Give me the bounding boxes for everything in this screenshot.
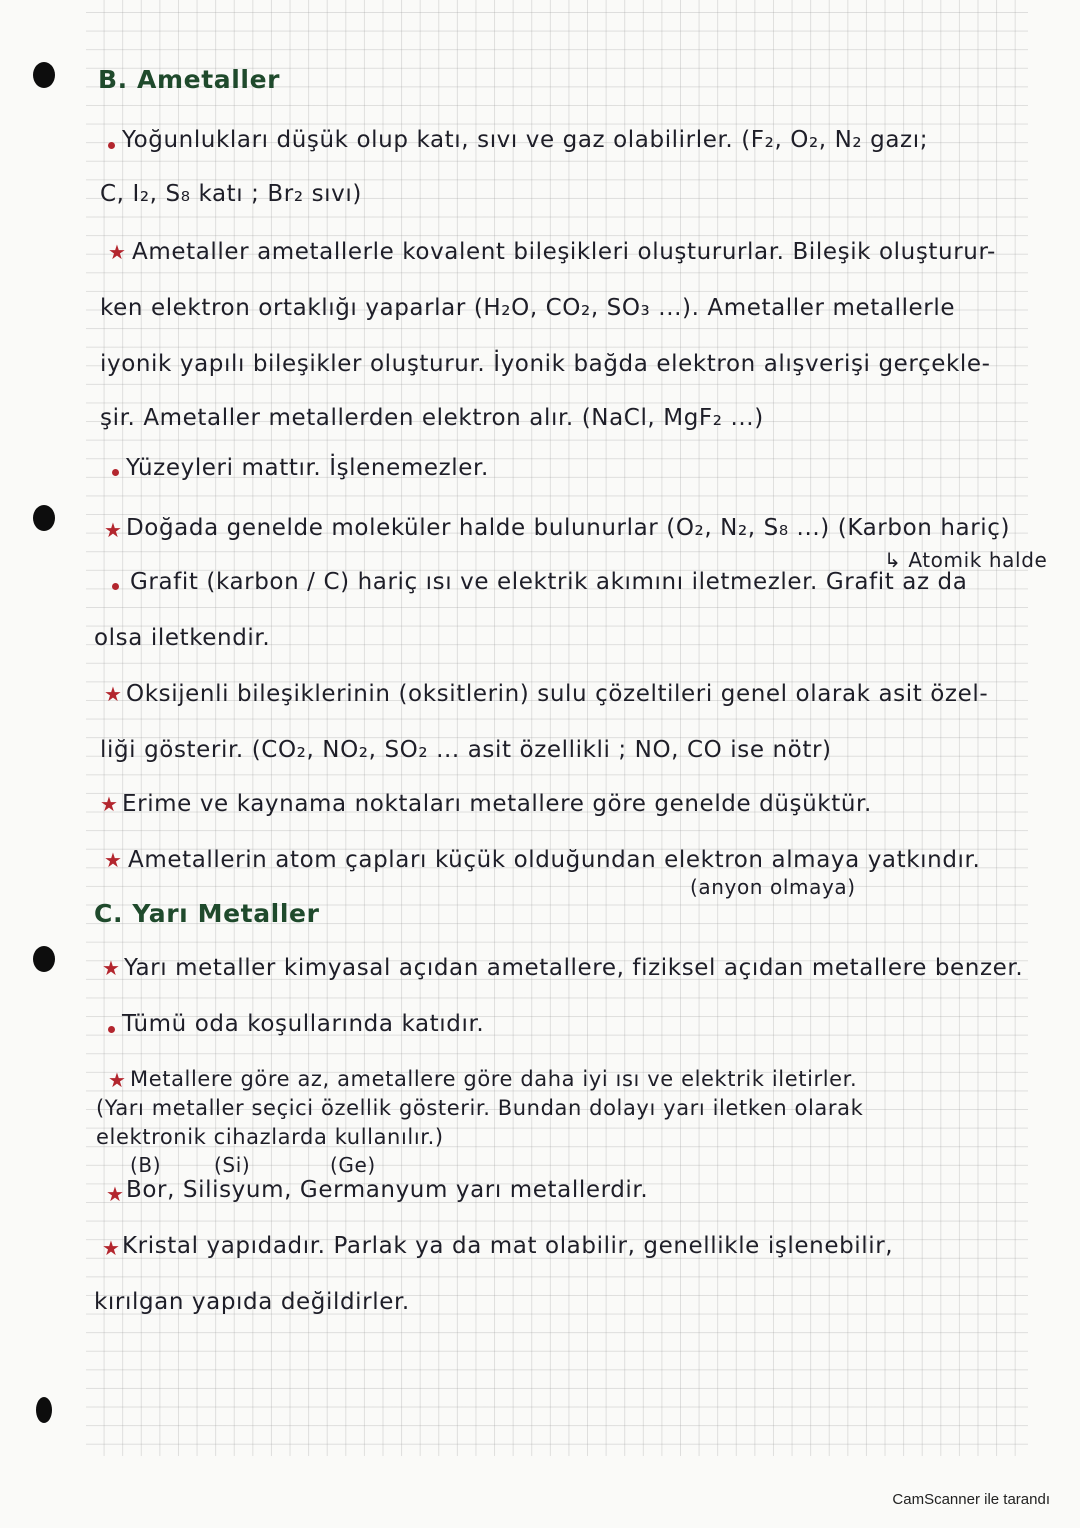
bullet-icon bbox=[112, 469, 119, 476]
bullet-icon bbox=[112, 583, 119, 590]
text-line: Yoğunlukları düşük olup katı, sıvı ve gaz olabilirler. (F₂, O₂, N₂ gazı; bbox=[122, 127, 929, 153]
text-line: Kristal yapıdadır. Parlak ya da mat olabilir, genellikle işlenebilir, bbox=[122, 1233, 894, 1259]
text-line: ken elektron ortaklığı yaparlar (H₂O, CO₂, SO₃ ...). Ametaller metallerle bbox=[100, 295, 956, 321]
text-line: liği gösterir. (CO₂, NO₂, SO₂ ... asit özellikli ; NO, CO ise nötr) bbox=[100, 737, 832, 763]
annotation-atomic: ↳ Atomik halde bbox=[884, 548, 1048, 572]
symbol-label-boron: (B) bbox=[130, 1153, 162, 1177]
binder-hole-icon bbox=[33, 62, 55, 88]
bullet-icon bbox=[108, 1026, 115, 1033]
text-line: Grafit (karbon / C) hariç ısı ve elektrik akımını iletmezler. Grafit az da bbox=[130, 569, 968, 595]
text-line: Ametaller ametallerle kovalent bileşikleri oluştururlar. Bileşik oluşturur- bbox=[132, 239, 996, 265]
scanner-watermark: CamScanner ile tarandı bbox=[892, 1491, 1050, 1508]
text-line: Ametallerin atom çapları küçük olduğundan elektron almaya yatkındır. bbox=[128, 847, 981, 873]
binder-hole-icon bbox=[33, 946, 55, 972]
text-line: elektronik cihazlarda kullanılır.) bbox=[96, 1125, 444, 1149]
star-bullet-icon: ★ bbox=[104, 848, 122, 872]
text-line: şir. Ametaller metallerden elektron alır. (NaCl, MgF₂ ...) bbox=[100, 405, 764, 431]
text-line: Tümü oda koşullarında katıdır. bbox=[122, 1011, 485, 1037]
text-line: C, I₂, S₈ katı ; Br₂ sıvı) bbox=[100, 181, 362, 207]
page-margin-right bbox=[1028, 0, 1080, 1528]
binder-hole-icon bbox=[36, 1397, 52, 1423]
symbol-label-germanium: (Ge) bbox=[330, 1153, 376, 1177]
text-line: Oksijenli bileşiklerinin (oksitlerin) sulu çözeltileri genel olarak asit özel- bbox=[126, 681, 989, 707]
star-bullet-icon: ★ bbox=[108, 1068, 126, 1092]
star-bullet-icon: ★ bbox=[102, 956, 120, 980]
text-line: Erime ve kaynama noktaları metallere göre genelde düşüktür. bbox=[122, 791, 872, 817]
text-line: Doğada genelde moleküler halde bulunurlar (O₂, N₂, S₈ ...) (Karbon hariç) bbox=[126, 515, 1011, 541]
text-line: Yarı metaller kimyasal açıdan ametallere, fiziksel açıdan metallere benzer. bbox=[124, 955, 1024, 981]
page-margin-left bbox=[0, 0, 86, 1528]
text-line: olsa iletkendir. bbox=[94, 625, 271, 651]
text-line: Yüzeyleri mattır. İşlenemezler. bbox=[126, 455, 489, 481]
star-bullet-icon: ★ bbox=[102, 1236, 120, 1260]
text-line: kırılgan yapıda değildirler. bbox=[94, 1289, 410, 1315]
annotation-anyon: (anyon olmaya) bbox=[690, 875, 856, 899]
star-bullet-icon: ★ bbox=[104, 682, 122, 706]
text-line: Bor, Silisyum, Germanyum yarı metallerdir. bbox=[126, 1177, 649, 1203]
section-heading-ametaller: B. Ametaller bbox=[98, 65, 281, 94]
text-line: iyonik yapılı bileşikler oluşturur. İyonik bağda elektron alışverişi gerçekle- bbox=[100, 351, 991, 377]
star-bullet-icon: ★ bbox=[106, 1182, 124, 1206]
text-line: Metallere göre az, ametallere göre daha iyi ısı ve elektrik iletirler. bbox=[130, 1067, 858, 1091]
symbol-label-silicon: (Si) bbox=[214, 1153, 251, 1177]
star-bullet-icon: ★ bbox=[100, 792, 118, 816]
binder-hole-icon bbox=[33, 505, 55, 531]
section-heading-yari-metaller: C. Yarı Metaller bbox=[94, 899, 320, 928]
star-bullet-icon: ★ bbox=[104, 518, 122, 542]
bullet-icon bbox=[108, 142, 115, 149]
star-bullet-icon: ★ bbox=[108, 240, 126, 264]
text-line: (Yarı metaller seçici özellik gösterir. Bundan dolayı yarı iletken olarak bbox=[96, 1096, 864, 1120]
